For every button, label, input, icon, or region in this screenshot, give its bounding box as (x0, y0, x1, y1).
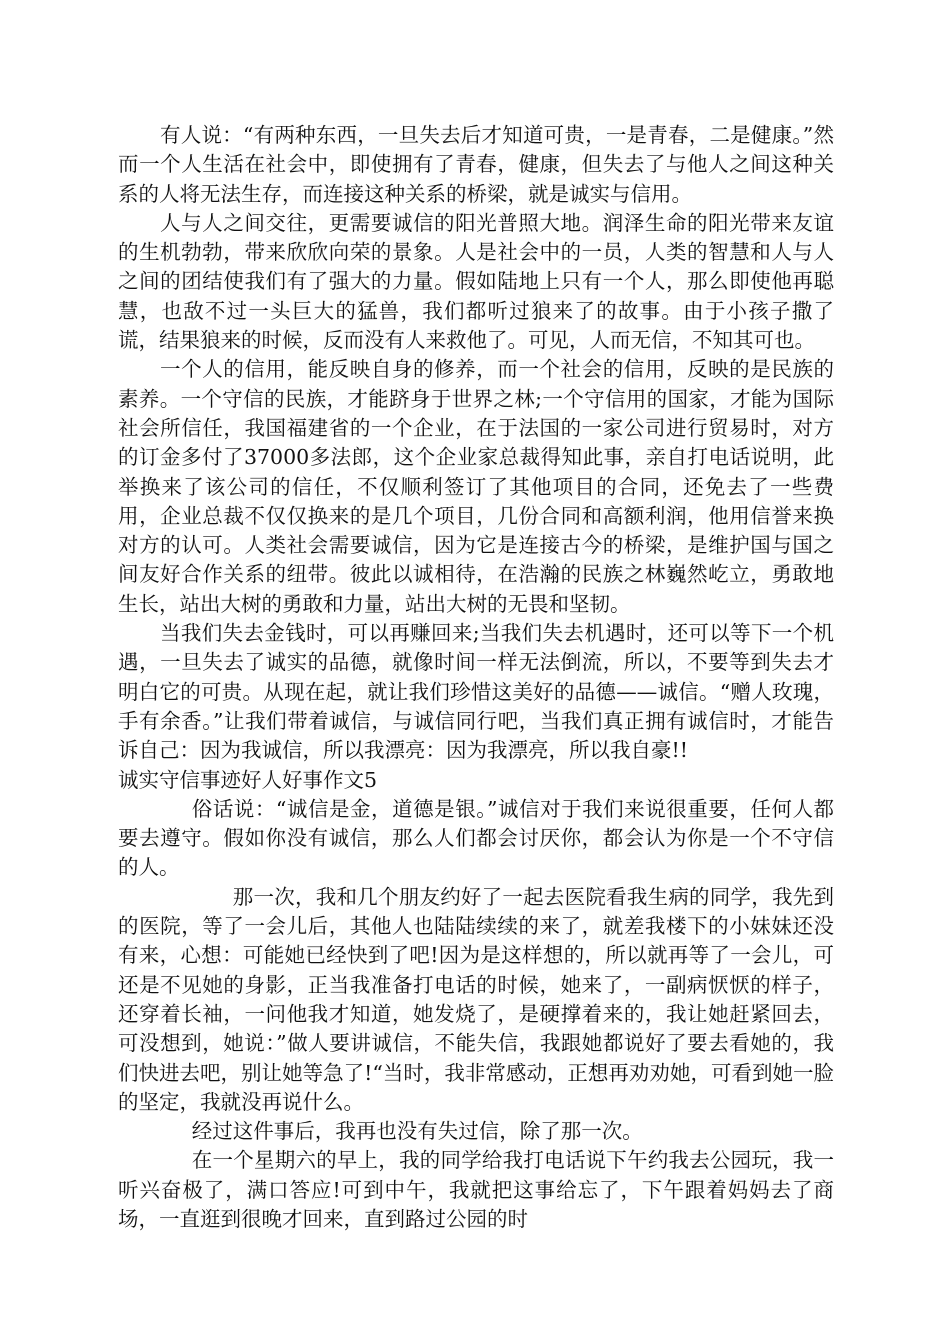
document-body (118, 121, 834, 1234)
paragraph: 那一次，我和几个朋友约好了一起去医院看我生病的同学，我先到的医院，等了一会儿后，其他人也陆陆续续的来了，就差我楼下的小妹妹还没有来，心想：可能她已经快到了吧!因为是这样想的，所以就再等了一会儿，可还是不见她的身影，正当我准备打电话的时候，她来了，一副病恹恹的样子，还穿着长袖，一问他我才知道，她发烧了，是硬撑着来的，我让她赶紧回去，可没想到，她说：”做人要讲诚信，不能失信，我跟她都说好了要去看她的，我们快进去吧，别让她等急了!“当时，我非常感动，正想再劝劝她，可看到她一脸的坚定，我就没再说什么。 (118, 884, 834, 1114)
paragraph: 当我们失去金钱时，可以再赚回来;当我们失去机遇时，还可以等下一个机遇，一旦失去了诚实的品德，就像时间一样无法倒流，所以，不要等到失去才明白它的可贵。从现在起，就让我们珍惜这美好的品德——诚信。“赠人玫瑰，手有余香。”让我们带着诚信，与诚信同行吧，当我们真正拥有诚信时，才能告诉自己：因为我诚信，所以我漂亮：因为我漂亮，所以我自豪!! (118, 621, 834, 763)
paragraph: 在一个星期六的早上，我的同学给我打电话说下午约我去公园玩，我一听兴奋极了，满口答应!可到中午，我就把这事给忘了，下午跟着妈妈去了商场，一直逛到很晚才回来，直到路过公园的时 (118, 1148, 834, 1231)
paragraph: 经过这件事后，我再也没有失过信，除了那一次。 (191, 1119, 643, 1144)
paragraph: 有人说：“有两种东西，一旦失去后才知道可贵，一是青春，二是健康。”然而一个人生活在社会中，即使拥有了青春，健康，但失去了与他人之间这种关系的人将无法生存，而连接这种关系的桥梁，就是诚实与信用。 (118, 123, 834, 206)
section-heading: 诚实守信事迹好人好事作文5 (118, 767, 378, 792)
paragraph: 人与人之间交往，更需要诚信的阳光普照大地。润泽生命的阳光带来友谊的生机勃勃，带来欣欣向荣的景象。人是社会中的一员，人类的智慧和人与人之间的团结使我们有了强大的力量。假如陆地上只有一个人，那么即使他再聪慧，也敌不过一头巨大的猛兽，我们都听过狼来了的故事。由于小孩子撒了谎，结果狼来的时候，反而没有人来救他了。可见，人而无信，不知其可也。 (118, 210, 834, 353)
paragraph: 一个人的信用，能反映自身的修养，而一个社会的信用，反映的是民族的素养。一个守信的民族，才能跻身于世界之林;一个守信用的国家，才能为国际社会所信任，我国福建省的一个企业，在于法国的一家公司进行贸易时，对方的订金多付了37000多法郎，这个企业家总裁得知此事，亲自打电话说明，此举换来了该公司的信任，不仅顺利签订了其他项目的合同，还免去了一些费用，企业总裁不仅仅换来的是几个项目，几份合同和高额利润，他用信誉来换对方的认可。人类社会需要诚信，因为它是连接古今的桥梁，是维护国与国之间友好合作关系的纽带。彼此以诚相待，在浩瀚的民族之林巍然屹立，勇敢地生长，站出大树的勇敢和力量，站出大树的无畏和坚韧。 (118, 357, 834, 616)
paragraph: 俗话说：“诚信是金，道德是银。”诚信对于我们来说很重要，任何人都要去遵守。假如你没有诚信，那么人们都会讨厌你，都会认为你是一个不守信的人。 (118, 796, 834, 880)
